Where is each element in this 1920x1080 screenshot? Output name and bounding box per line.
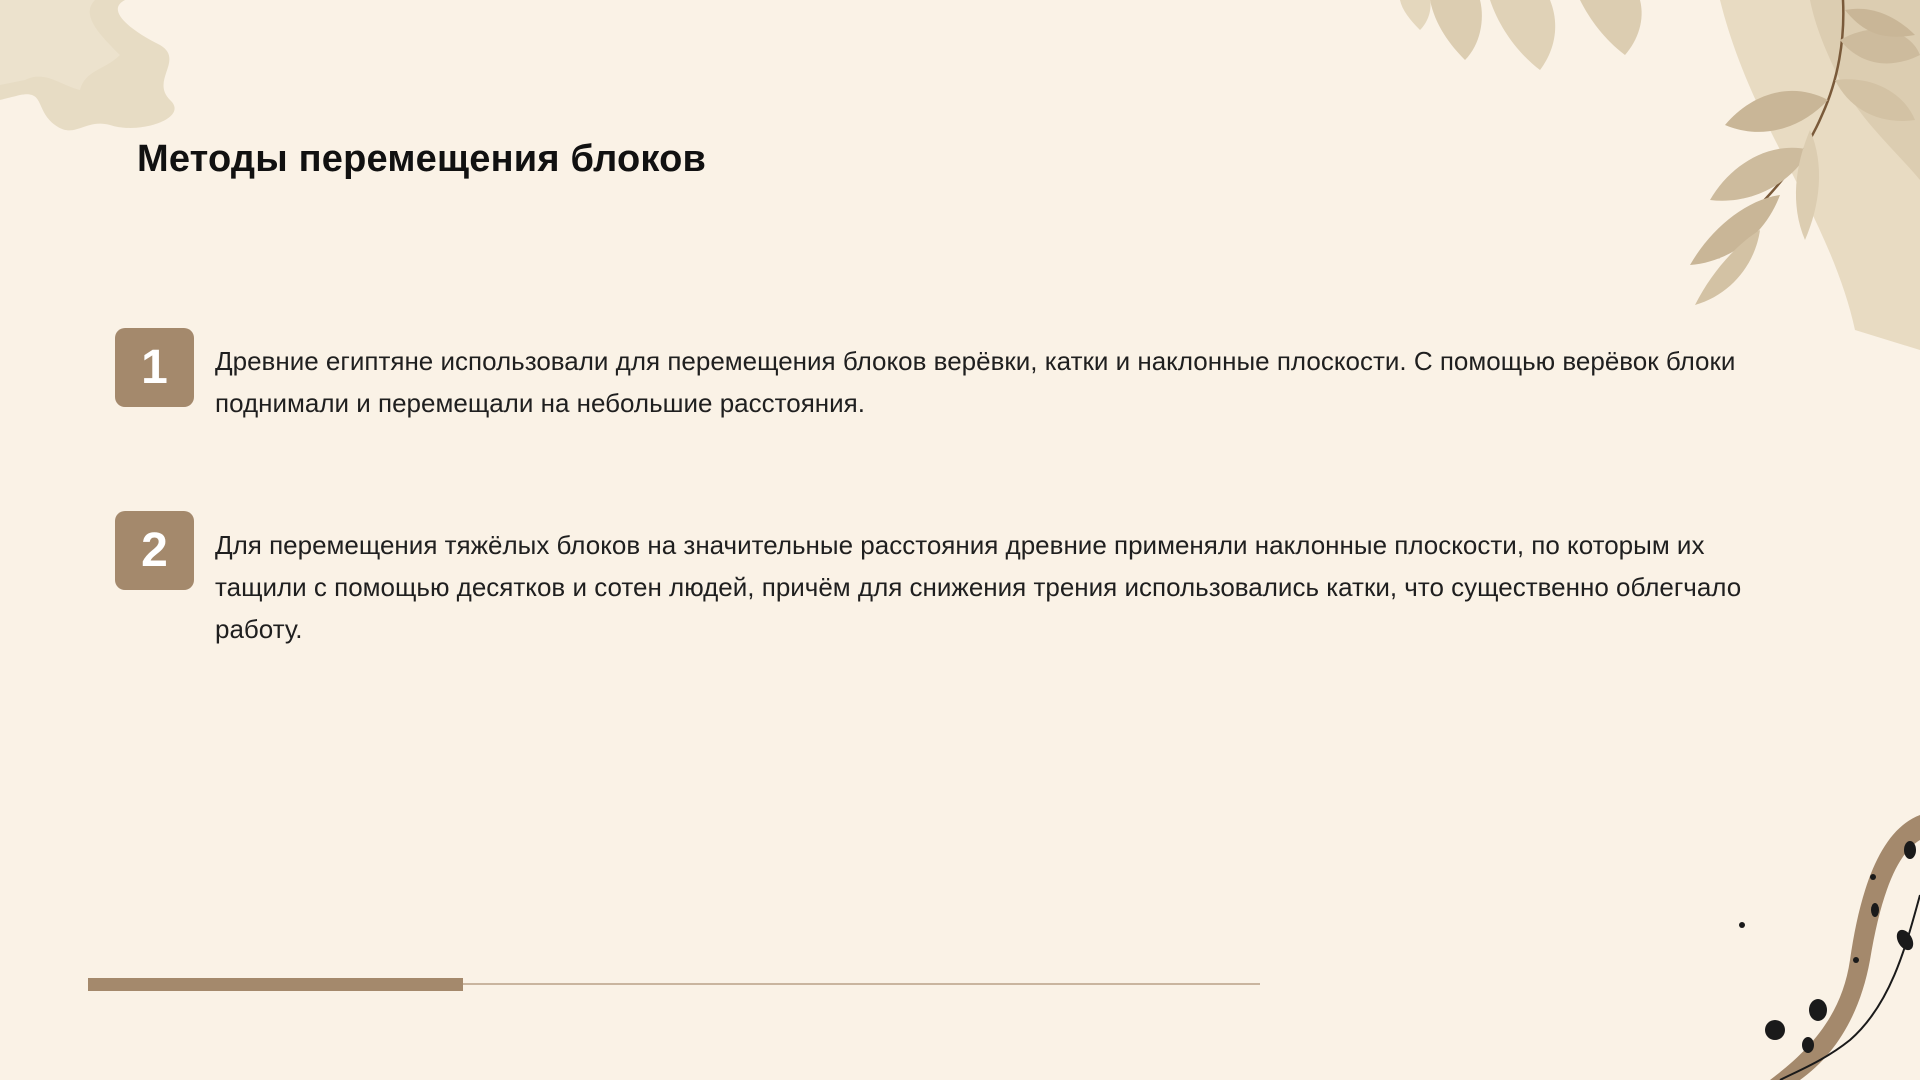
step-number-badge: 1	[115, 328, 194, 407]
step-description: Для перемещения тяжёлых блоков на значительные расстояния древние применяли наклонные плоскости, по которым их тащили с помощью десятков и сотен людей, причём для снижения трения использовались катки, что существенно облегчало работу.	[215, 530, 1742, 644]
page-title: Методы перемещения блоков	[137, 138, 707, 180]
branch-leaves-icon	[1340, 0, 1920, 350]
progress-fill	[88, 978, 463, 991]
leaf-decoration-icon	[0, 0, 200, 150]
ink-swirl-icon	[1700, 800, 1920, 1080]
step-number-badge: 2	[115, 511, 194, 590]
step-description: Древние египтяне использовали для перемещения блоков верёвки, катки и наклонные плоскости. С помощью верёвок блоки поднимали и перемещали на небольшие расстояния.	[215, 346, 1736, 418]
